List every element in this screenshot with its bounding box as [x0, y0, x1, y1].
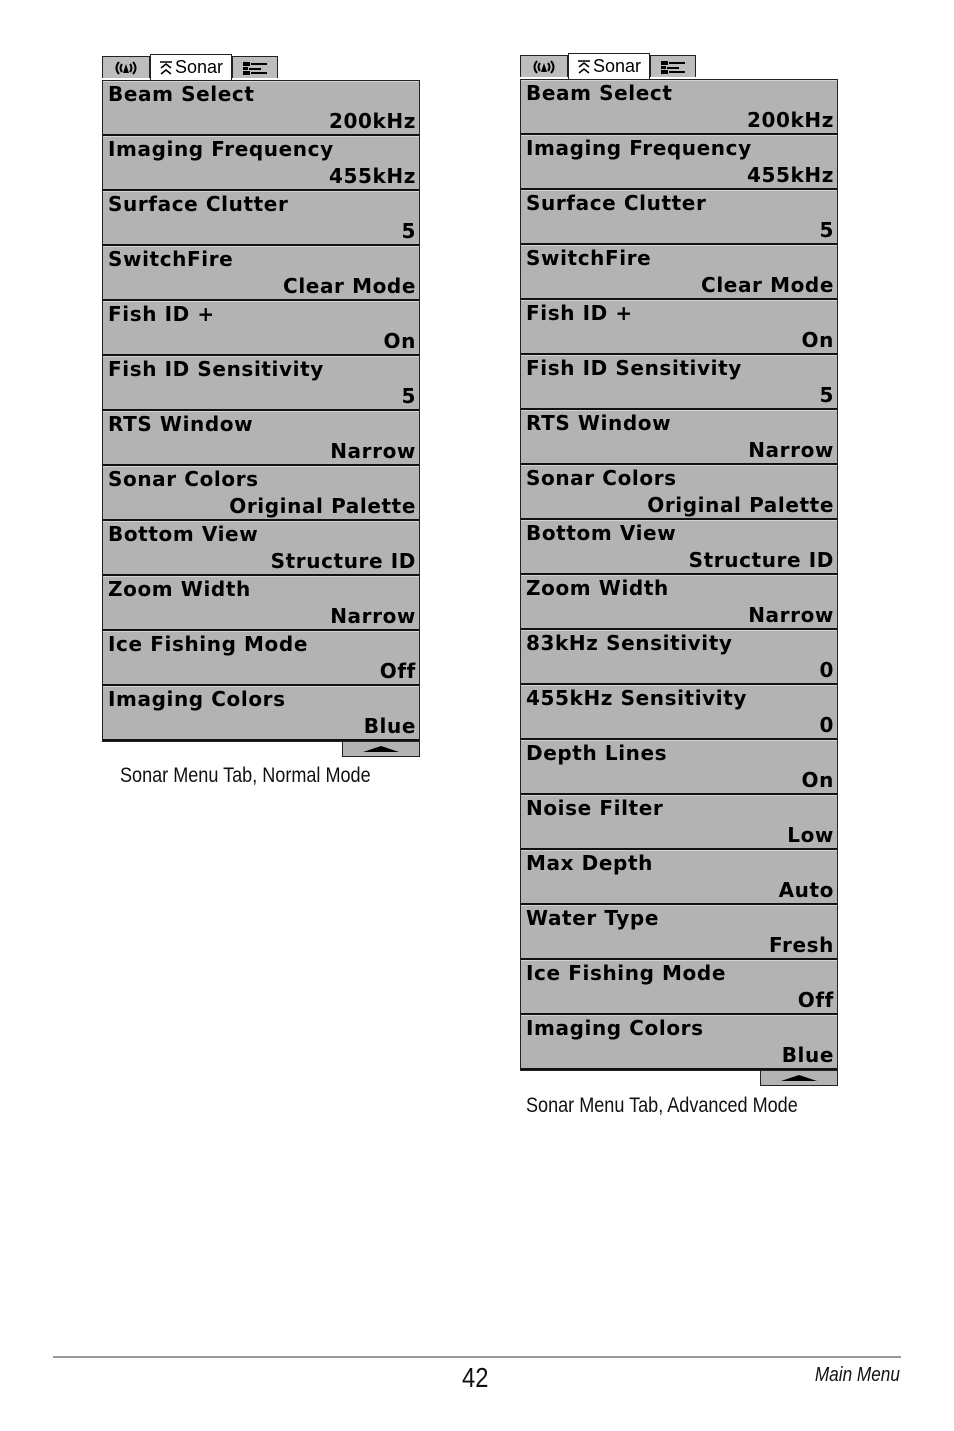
menu-item-value: Narrow: [748, 603, 834, 627]
menu-item-value: 455kHz: [328, 164, 416, 188]
menu-item-water-type[interactable]: [521, 905, 837, 960]
menu-item-ice-fishing-mode[interactable]: [521, 960, 837, 1015]
figure-caption-advanced: Sonar Menu Tab, Advanced Mode: [526, 1094, 798, 1117]
menu-item-bottom-view[interactable]: [103, 521, 419, 576]
menu-item-value: Off: [797, 988, 834, 1012]
sonar-menu-normal: [102, 54, 420, 759]
tab-sonar[interactable]: [568, 53, 650, 79]
menu-item-zoom-width[interactable]: [103, 576, 419, 631]
menu-item-value: Structure ID: [688, 548, 834, 572]
menu-item-ice-fishing-mode[interactable]: [103, 631, 419, 686]
menu-item-label: RTS Window: [526, 411, 672, 435]
menu-item-label: Beam Select: [108, 82, 255, 106]
menu-item-value: Narrow: [330, 604, 416, 628]
footer-divider: [53, 1356, 901, 1358]
menu-list: [520, 79, 838, 1071]
menu-item-sonar-colors[interactable]: [103, 466, 419, 521]
menu-item-label: Water Type: [526, 906, 659, 930]
menu-item-value: Original Palette: [229, 494, 416, 518]
menu-item-label: Noise Filter: [526, 796, 664, 820]
menu-item-value: 200kHz: [328, 109, 416, 133]
menu-item-label: Bottom View: [108, 522, 259, 546]
menu-item-fish-id[interactable]: [521, 300, 837, 355]
setup-sliders-icon: [241, 60, 269, 76]
tab-sonar[interactable]: [150, 54, 232, 80]
footer-section-name: Main Menu: [814, 1364, 900, 1386]
menu-item-label: Fish ID +: [108, 302, 215, 326]
sound-waves-icon: [529, 59, 559, 75]
menu-item-label: Imaging Colors: [108, 687, 286, 711]
menu-item-value: 0: [819, 713, 834, 737]
menu-item-value: 455kHz: [746, 163, 834, 187]
sonar-menu-advanced: [520, 53, 838, 1088]
menu-item-fish-id[interactable]: [103, 301, 419, 356]
menu-item-value: 5: [819, 218, 834, 242]
menu-item-value: 200kHz: [746, 108, 834, 132]
menu-item-value: Low: [787, 823, 834, 847]
menu-item-label: Fish ID Sensitivity: [108, 357, 324, 381]
menu-item-value: Structure ID: [270, 549, 416, 573]
scroll-row: [520, 1071, 838, 1088]
menu-item-value: Off: [379, 659, 416, 683]
tab-sounds[interactable]: [520, 55, 568, 77]
menu-item-sonar-colors[interactable]: [521, 465, 837, 520]
menu-item-83khz-sensitivity[interactable]: [521, 630, 837, 685]
tab-sounds[interactable]: [102, 56, 150, 78]
sound-waves-icon: [111, 60, 141, 76]
tab-sonar-label: Sonar: [174, 57, 224, 77]
menu-item-455khz-sensitivity[interactable]: [521, 685, 837, 740]
menu-item-beam-select[interactable]: [103, 81, 419, 136]
menu-item-value: 0: [819, 658, 834, 682]
scroll-up-arrow-icon: [361, 745, 401, 753]
menu-item-label: 83kHz Sensitivity: [526, 631, 733, 655]
menu-item-label: Surface Clutter: [108, 192, 289, 216]
menu-item-surface-clutter[interactable]: [521, 190, 837, 245]
menu-item-label: Sonar Colors: [526, 466, 677, 490]
menu-item-imaging-colors[interactable]: [103, 686, 419, 741]
menu-item-value: Blue: [363, 714, 416, 738]
sonar-icon: [159, 60, 173, 76]
menu-item-label: Ice Fishing Mode: [526, 961, 726, 985]
menu-item-value: On: [801, 768, 834, 792]
menu-item-imaging-frequency[interactable]: [521, 135, 837, 190]
menu-item-label: Zoom Width: [108, 577, 251, 601]
menu-item-depth-lines[interactable]: [521, 740, 837, 795]
menu-item-zoom-width[interactable]: [521, 575, 837, 630]
menu-tabs: [102, 54, 420, 80]
sonar-icon: [577, 59, 591, 75]
menu-item-label: Sonar Colors: [108, 467, 259, 491]
menu-item-label: RTS Window: [108, 412, 254, 436]
menu-item-label: Surface Clutter: [526, 191, 707, 215]
menu-item-label: SwitchFire: [526, 246, 652, 270]
menu-item-label: Fish ID +: [526, 301, 633, 325]
menu-item-value: Clear Mode: [701, 273, 834, 297]
scroll-up-button[interactable]: [342, 742, 420, 757]
menu-item-label: 455kHz Sensitivity: [526, 686, 748, 710]
menu-item-value: Auto: [778, 878, 834, 902]
menu-item-value: Original Palette: [647, 493, 834, 517]
menu-item-label: SwitchFire: [108, 247, 234, 271]
menu-item-value: Blue: [781, 1043, 834, 1067]
menu-item-value: On: [383, 329, 416, 353]
scroll-up-button[interactable]: [760, 1071, 838, 1086]
menu-item-imaging-colors[interactable]: [521, 1015, 837, 1070]
scroll-row: [102, 742, 420, 759]
menu-item-switchfire[interactable]: [103, 246, 419, 301]
menu-item-value: 5: [819, 383, 834, 407]
tab-setup[interactable]: [232, 56, 278, 78]
scroll-up-arrow-icon: [779, 1074, 819, 1082]
setup-sliders-icon: [659, 59, 687, 75]
menu-item-imaging-frequency[interactable]: [103, 136, 419, 191]
menu-item-label: Imaging Frequency: [526, 136, 752, 160]
menu-item-fish-id-sensitivity[interactable]: [521, 355, 837, 410]
menu-item-beam-select[interactable]: [521, 80, 837, 135]
menu-item-fish-id-sensitivity[interactable]: [103, 356, 419, 411]
page-number: 42: [462, 1362, 489, 1393]
menu-item-label: Ice Fishing Mode: [108, 632, 308, 656]
menu-item-label: Fish ID Sensitivity: [526, 356, 742, 380]
menu-item-label: Imaging Frequency: [108, 137, 334, 161]
menu-item-value: Fresh: [769, 933, 834, 957]
menu-item-noise-filter[interactable]: [521, 795, 837, 850]
menu-list: [102, 80, 420, 742]
tab-sonar-label: Sonar: [592, 56, 642, 76]
menu-item-rts-window[interactable]: [521, 410, 837, 465]
menu-item-value: 5: [401, 219, 416, 243]
menu-item-label: Max Depth: [526, 851, 653, 875]
menu-item-max-depth[interactable]: [521, 850, 837, 905]
menu-item-value: Narrow: [330, 439, 416, 463]
menu-item-rts-window[interactable]: [103, 411, 419, 466]
menu-item-switchfire[interactable]: [521, 245, 837, 300]
menu-item-label: Bottom View: [526, 521, 677, 545]
menu-item-surface-clutter[interactable]: [103, 191, 419, 246]
menu-item-bottom-view[interactable]: [521, 520, 837, 575]
menu-item-label: Beam Select: [526, 81, 673, 105]
tab-setup[interactable]: [650, 55, 696, 77]
menu-item-label: Zoom Width: [526, 576, 669, 600]
menu-item-label: Imaging Colors: [526, 1016, 704, 1040]
menu-item-value: Clear Mode: [283, 274, 416, 298]
menu-tabs: [520, 53, 838, 79]
figure-caption-normal: Sonar Menu Tab, Normal Mode: [120, 764, 371, 787]
menu-item-value: Narrow: [748, 438, 834, 462]
menu-item-label: Depth Lines: [526, 741, 668, 765]
menu-item-value: On: [801, 328, 834, 352]
menu-item-value: 5: [401, 384, 416, 408]
